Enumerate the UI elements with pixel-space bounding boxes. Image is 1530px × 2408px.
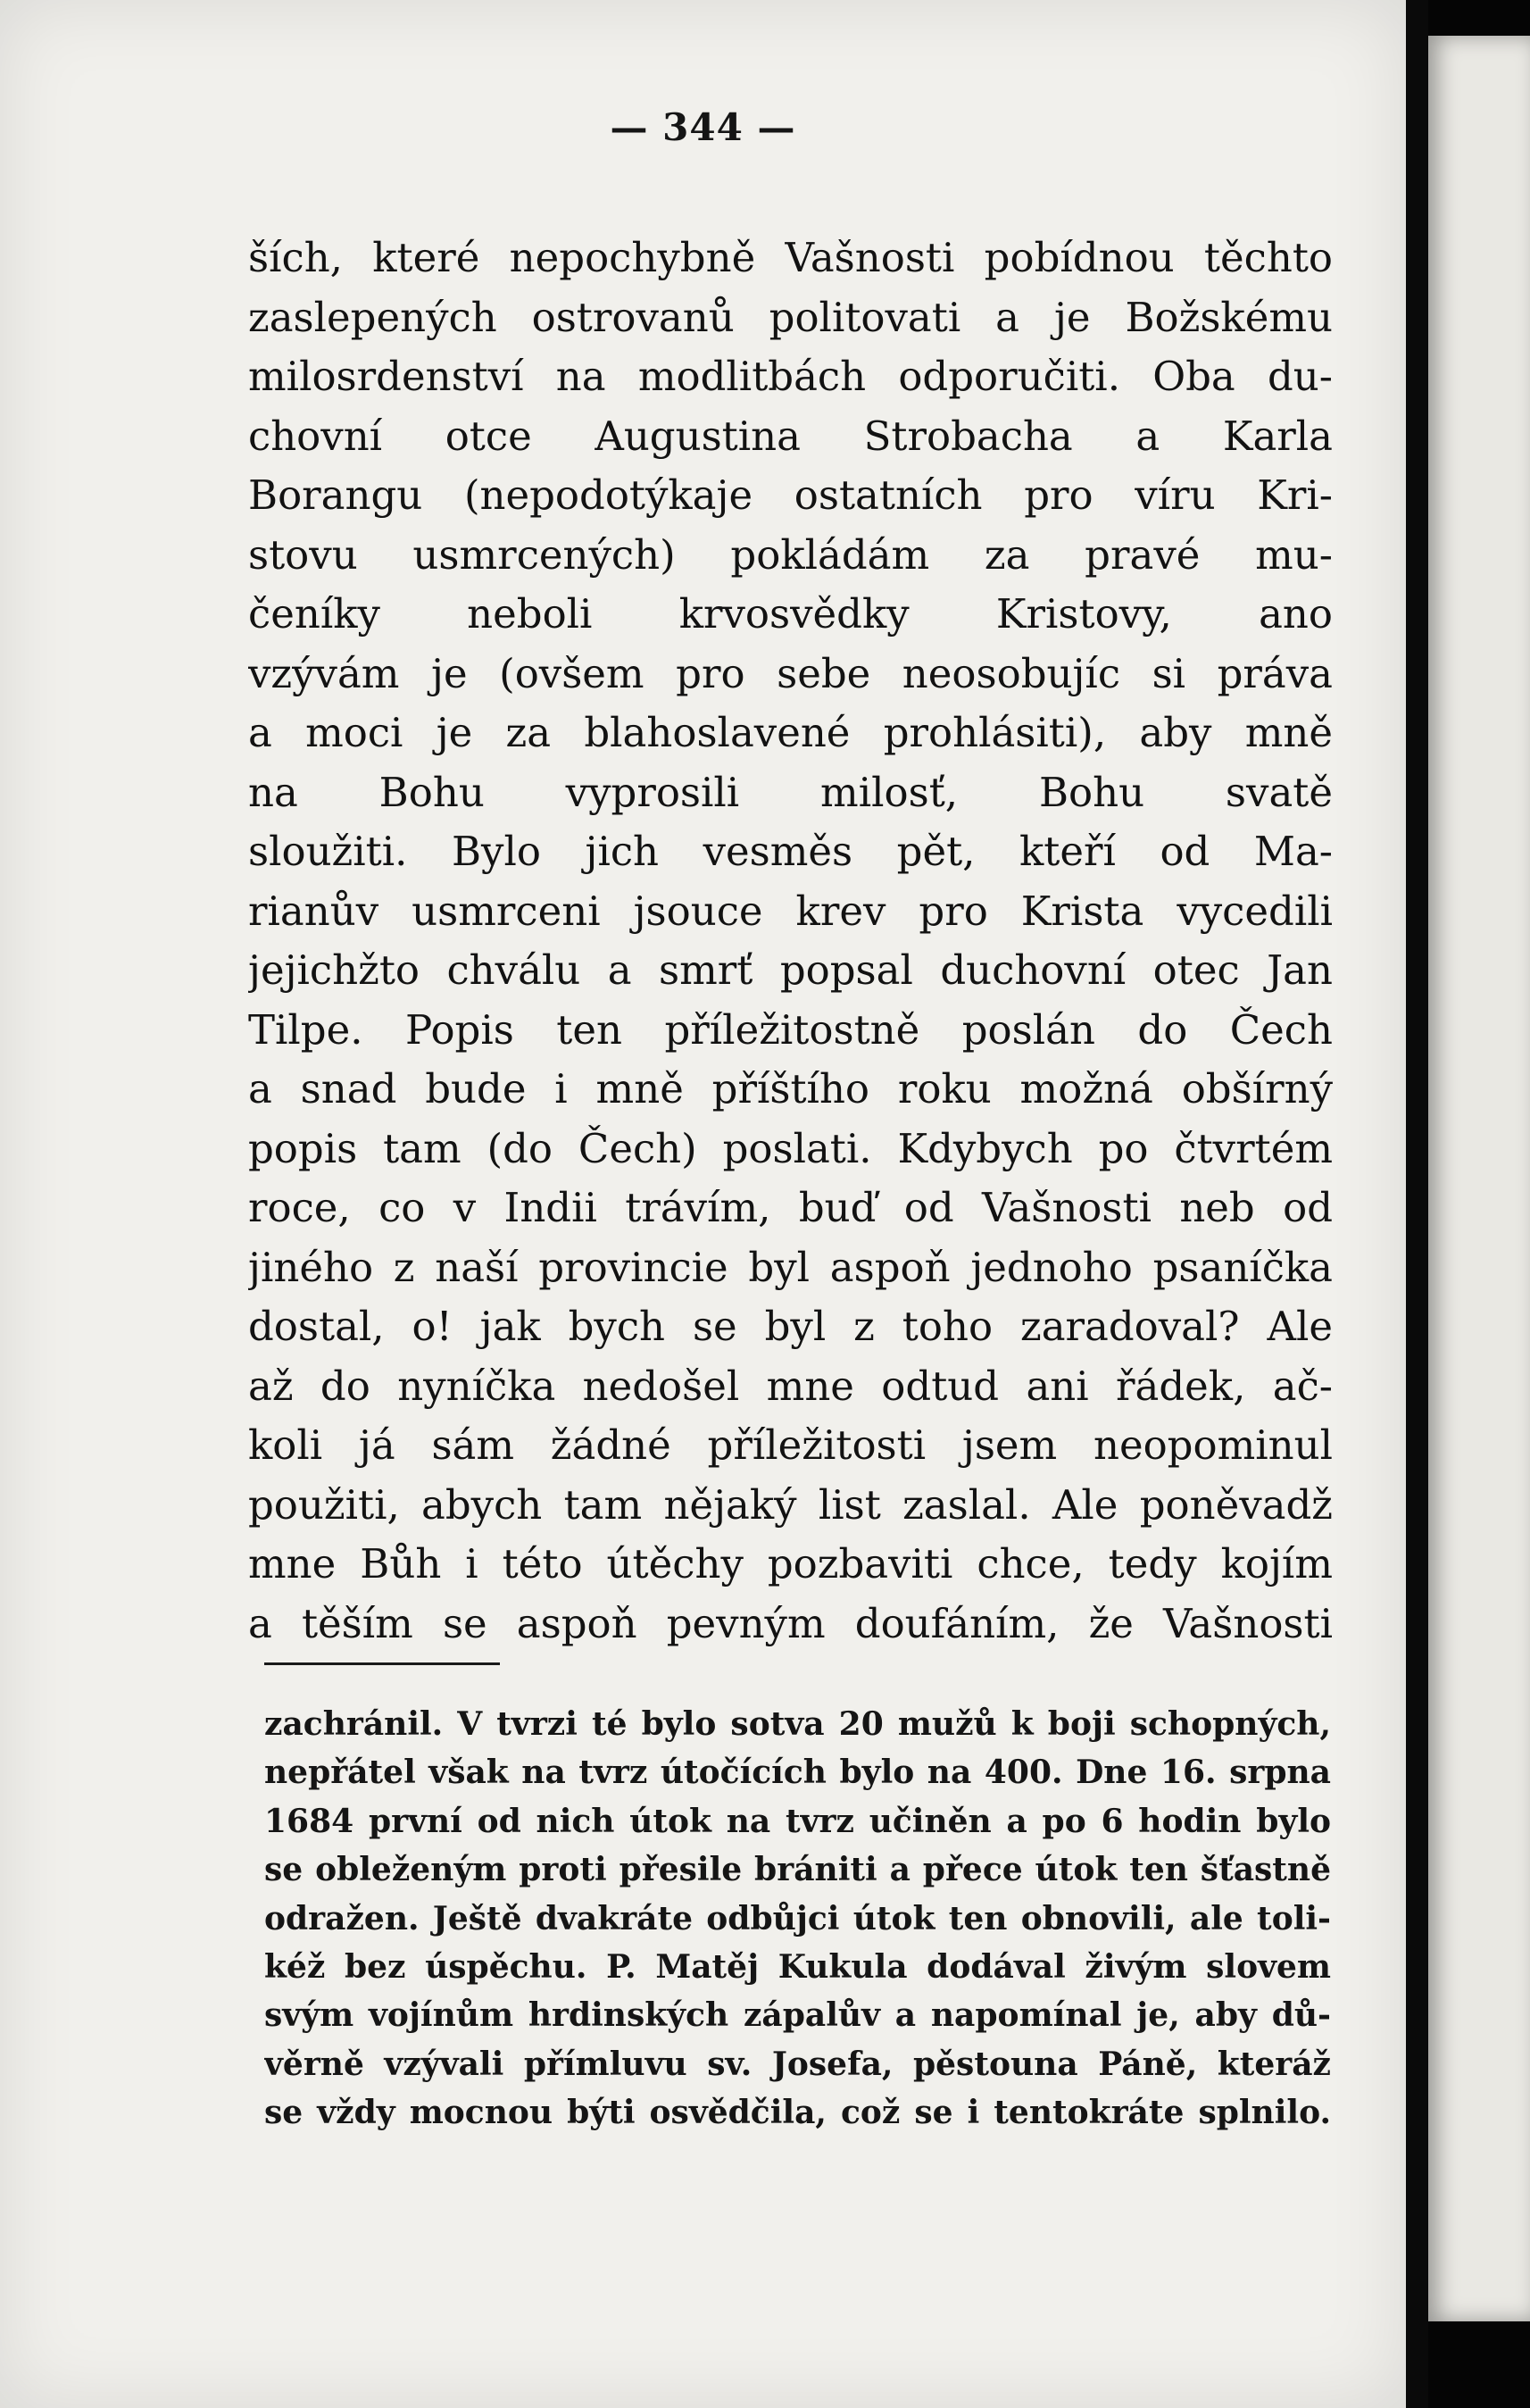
main-text-line: dostal, o! jak bych se byl z toho zaradoval? Ale [248,1303,1333,1350]
footnote-line: zachránil. V tvrzi té bylo sotva 20 mužů k boji schopných, [264,1705,1331,1743]
main-text-line: ších, které nepochybně Vašnosti pobídnou těchto [248,234,1333,281]
main-text-block [248,229,1333,1654]
main-text-line: Borangu (nepodotýkaje ostatních pro víru Kri- [248,471,1333,519]
main-text-line: sloužiti. Bylo jich vesměs pět, kteří od Ma- [248,828,1333,875]
footnote-line: svým vojínům hrdinských zápalův a napomínal je, aby dů- [264,1996,1331,2035]
main-text-line: čeníky neboli krvosvědky Kristovy, ano [248,590,1333,637]
main-text-line: zaslepených ostrovanů politovati a je Božskému [248,293,1333,341]
main-text-line: koli já sám žádné příležitosti jsem neopominul [248,1421,1333,1469]
footnote-line: se vždy mocnou býti osvědčila, což se i tentokráte splnilo. [264,2094,1331,2132]
main-text-line: jiného z naší provincie byl aspoň jednoho psaníčka [248,1243,1333,1291]
main-text-line: jejichžto chválu a smrť popsal duchovní otec Jan [248,946,1333,994]
footnote-line: se obleženým proti přesile brániti a přece útok ten šťastně [264,1851,1331,1889]
main-text-line: mne Bůh i této útěchy pozbaviti chce, tedy kojím [248,1540,1333,1587]
facing-page-edge [1428,36,1530,2321]
main-text-line: roce, co v Indii trávím, buď od Vašnosti neb od [248,1184,1333,1231]
main-text-line: na Bohu vyprosili milosť, Bohu svatě [248,768,1333,816]
main-text-line: chovní otce Augustina Strobacha a Karla [248,412,1333,460]
footnote-block [264,1700,1331,2137]
main-text-line: popis tam (do Čech) poslati. Kdybych po čtvrtém [248,1124,1333,1172]
footnote-line: nepřátel však na tvrz útočících bylo na 400. Dne 16. srpna [264,1754,1331,1792]
main-text-line: milosrdenství na modlitbách odporučiti. Oba du- [248,353,1333,400]
main-text-line: použiti, abych tam nějaký list zaslal. Ale poněvadž [248,1480,1333,1529]
main-text-line: vzývám je (ovšem pro sebe neosobujíc si práva [248,649,1333,697]
footnote-line: odražen. Ještě dvakráte odbůjci útok ten obnovili, ale toli- [264,1899,1331,1937]
footnote-line: kéž bez úspěchu. P. Matěj Kukula dodával živým slovem [264,1947,1331,1986]
footnote-divider [264,1662,500,1665]
main-text-line: až do nyníčka nedošel mne odtud ani řádek, ač- [248,1362,1333,1410]
main-text-line: Tilpe. Popis ten příležitostně poslán do Čech [248,1005,1333,1054]
main-text-line: rianův usmrceni jsouce krev pro Krista vycedili [248,887,1333,935]
main-text-line: a snad bude i mně příštího roku možná obšírný [248,1065,1333,1112]
footnote-line: věrně vzývali přímluvu sv. Josefa, pěstouna Páně, kteráž [264,2045,1331,2083]
footnote-line: 1684 první od nich útok na tvrz učiněn a po 6 hodin bylo [264,1802,1331,1840]
page-number: — 344 — [610,105,796,149]
main-text-line: stovu usmrcených) pokládám za pravé mu- [248,530,1333,579]
main-text-line: a moci je za blahoslavené prohlásiti), aby mně [248,709,1333,756]
binding-gutter [1406,0,1428,2408]
main-text-line: a těším se aspoň pevným doufáním, že Vašnosti [248,1599,1333,1647]
